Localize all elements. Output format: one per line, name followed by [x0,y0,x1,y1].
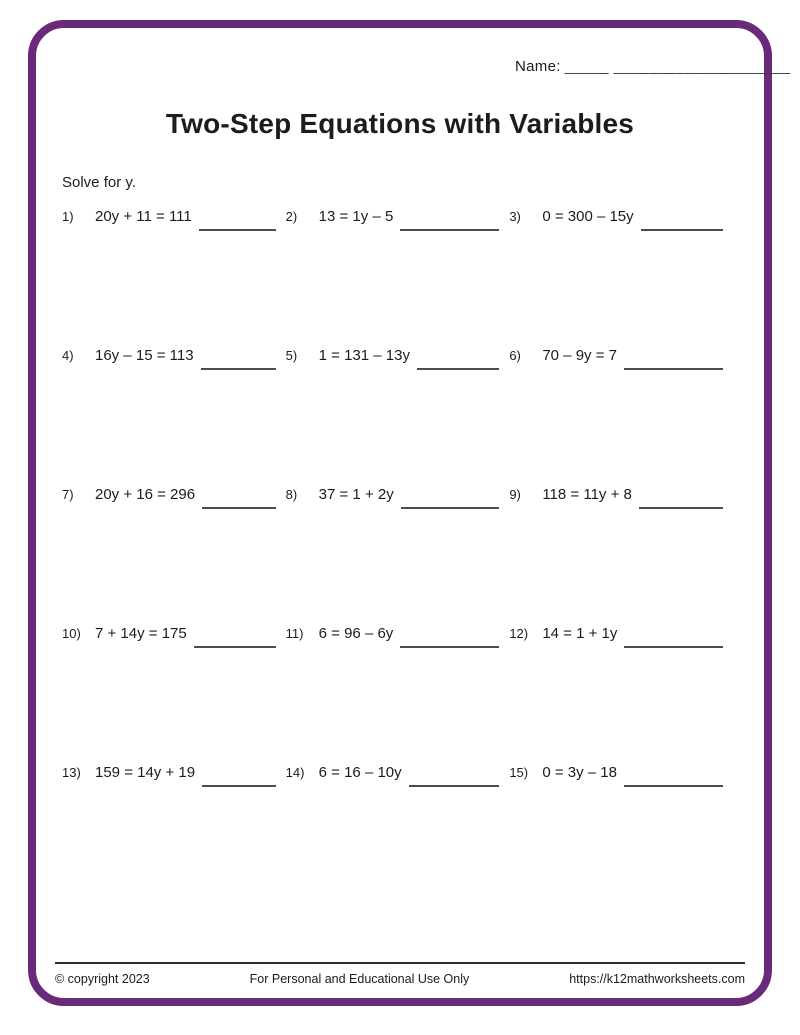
answer-blank-line [624,773,723,787]
instruction-text: Solve for y. [62,174,136,191]
problems-grid [62,208,733,903]
problem-equation: 14 = 1 + 1y [542,625,618,642]
problem-equation: 1 = 131 – 13y [318,347,410,364]
problem-item-6 [509,347,733,371]
problem-item-15 [509,764,733,788]
answer-blank-line [624,356,723,370]
problem-number: 6) [509,348,521,363]
problem-number: 8) [285,487,298,502]
problem-equation: 13 = 1y – 5 [318,208,394,225]
answer-blank-line [199,217,276,231]
problem-item-7 [62,486,286,510]
problem-equation: 37 = 1 + 2y [318,486,394,503]
problem-number: 4) [62,348,74,363]
problem-number: 15) [509,765,529,780]
problem-item-9 [509,486,733,510]
problem-number: 3) [509,209,521,224]
problem-equation: 16y – 15 = 113 [95,347,194,364]
problem-item-14 [286,764,510,788]
problem-equation: 70 – 9y = 7 [542,347,617,364]
problem-item-3 [509,208,733,232]
problem-equation: 6 = 16 – 10y [318,764,402,781]
footer [55,972,745,986]
name-blank-line: _____ ____________________ [564,58,791,75]
answer-blank-line [624,634,723,648]
name-row [515,58,791,75]
problem-number: 12) [509,626,529,641]
answer-blank-line [202,773,276,787]
problem-number: 14) [285,765,305,780]
answer-blank-line [201,356,276,370]
answer-blank-line [400,217,499,231]
problem-item-12 [509,625,733,649]
problem-item-4 [62,347,286,371]
problem-equation: 0 = 300 – 15y [542,208,634,225]
footer-copyright: © copyright 2023 [55,972,150,986]
problem-number: 7) [62,487,74,502]
answer-blank-line [641,217,723,231]
problem-number: 11) [285,626,304,641]
problem-number: 5) [285,348,298,363]
answer-blank-line [417,356,499,370]
problem-equation: 0 = 3y – 18 [542,764,617,781]
answer-blank-line [401,495,500,509]
problem-item-8 [286,486,510,510]
problem-number: 10) [62,626,81,641]
answer-blank-line [202,495,276,509]
problem-equation: 20y + 11 = 111 [95,208,192,225]
footer-website-url: https://k12mathworksheets.com [569,972,745,986]
problem-equation: 159 = 14y + 19 [95,764,196,781]
problem-equation: 20y + 16 = 296 [95,486,196,503]
problem-equation: 118 = 11y + 8 [542,486,632,503]
problem-item-2 [286,208,510,232]
problem-number: 2) [285,209,298,224]
problem-number: 13) [62,765,81,780]
footer-usage-note: For Personal and Educational Use Only [249,972,470,986]
problem-equation: 6 = 96 – 6y [318,625,394,642]
problem-equation: 7 + 14y = 175 [95,625,187,642]
answer-blank-line [409,773,500,787]
problem-item-11 [286,625,510,649]
problem-item-13 [62,764,286,788]
problem-item-5 [286,347,510,371]
answer-blank-line [639,495,723,509]
problem-item-10 [62,625,286,649]
page-title: Two-Step Equations with Variables [165,108,635,139]
name-label: Name: [515,58,561,75]
answer-blank-line [400,634,499,648]
problem-number: 9) [509,487,521,502]
problem-number: 1) [62,209,74,224]
footer-divider [55,962,745,964]
problem-item-1 [62,208,286,232]
answer-blank-line [194,634,276,648]
